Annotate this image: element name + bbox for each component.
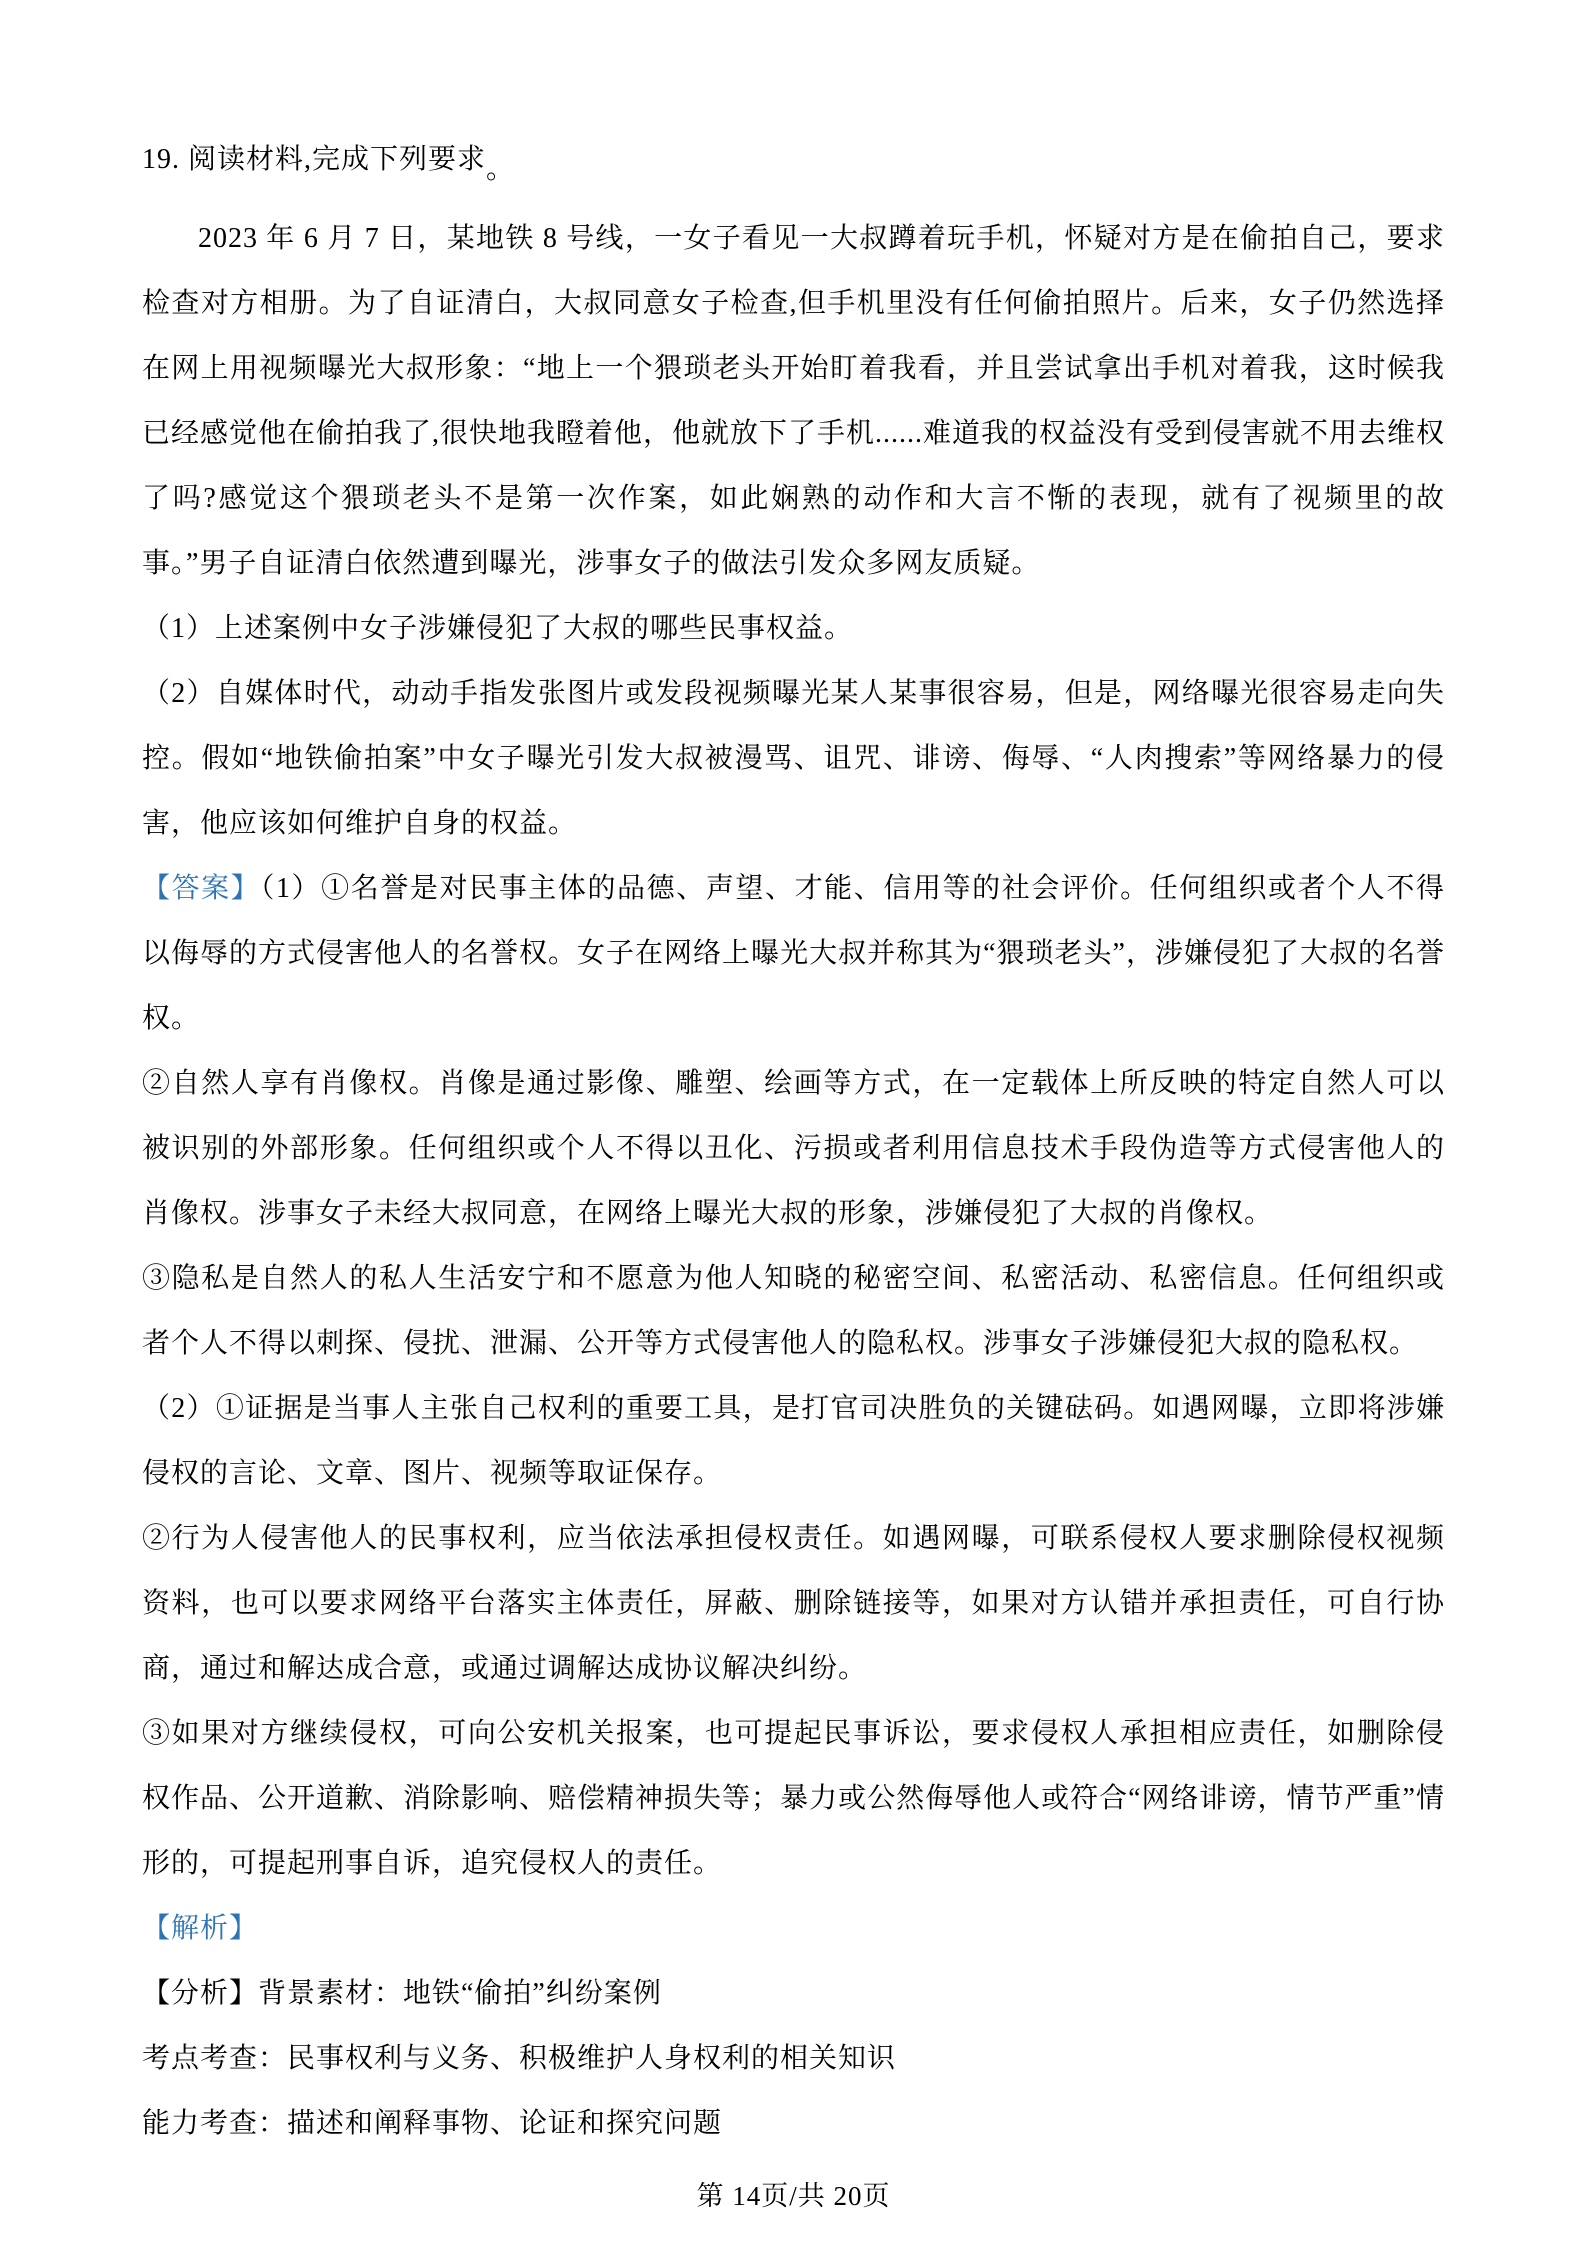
material-paragraph: 2023 年 6 月 7 日，某地铁 8 号线，一女子看见一大叔蹲着玩手机，怀疑对方是在偷拍自己，要求检查对方相册。为了自证清白，大叔同意女子检查,但手机里没有任何偷拍照片。后来，女子仍然选择在网上用视频曝光大叔形象：“地上一个猥琐老头开始盯着我看，并且尝试拿出手机对着我，这时候我已经感觉他在偷拍我了,很快地我瞪着他，他就放下了手机......难道我的权益没有受到侵害就不用去维权了吗?感觉这个猥琐老头不是第一次作案，如此娴熟的动作和大言不惭的表现，就有了视频里的故事。”男子自证清白依然遭到曝光，涉事女子的做法引发众多网友质疑。 [142,223,1446,579]
answer-paragraph-1-text: （1）①名誉是对民事主体的品德、声望、才能、信用等的社会评价。任何组织或者个人不得以侮辱的方式侵害他人的名誉权。女子在网络上曝光大叔并称其为“猥琐老头”，涉嫌侵犯了大叔的名誉权。 [142,873,1445,1034]
answer-paragraph-2: ②自然人享有肖像权。肖像是通过影像、雕塑、绘画等方式，在一定载体上所反映的特定自然人可以被识别的外部形象。任何组织或个人不得以丑化、污损或者利用信息技术手段伪造等方式侵害他人的肖像权。涉事女子未经大叔同意，在网络上曝光大叔的形象，涉嫌侵犯了大叔的肖像权。 [142,1068,1445,1229]
analysis-background-material: 【分析】背景素材：地铁“偷拍”纠纷案例 [142,1978,662,2009]
question-heading-period: 。 [486,154,516,185]
question-heading-text: 19. 阅读材料,完成下列要求 [142,144,487,175]
answer-paragraph-5: ②行为人侵害他人的民事权利，应当依法承担侵权责任。如遇网曝，可联系侵权人要求删除侵权视频资料，也可以要求网络平台落实主体责任，屏蔽、删除链接等，如果对方认错并承担责任，可自行协商，通过和解达成合意，或通过调解达成协议解决纠纷。 [142,1523,1445,1684]
answer-paragraph-4: （2）①证据是当事人主张自己权利的重要工具，是打官司决胜负的关键砝码。如遇网曝，立即将涉嫌侵权的言论、文章、图片、视频等取证保存。 [142,1393,1445,1489]
question-1: （1）上述案例中女子涉嫌侵犯了大叔的哪些民事权益。 [142,613,854,644]
question-2: （2）自媒体时代，动动手指发张图片或发段视频曝光某人某事很容易，但是，网络曝光很容易走向失控。假如“地铁偷拍案”中女子曝光引发大叔被漫骂、诅咒、诽谤、侮辱、“人肉搜索”等网络暴力的侵害，他应该如何维护自身的权益。 [142,678,1445,839]
analysis-label: 【解析】 [142,1913,259,1944]
answer-label: 【答案】 [142,873,261,904]
answer-paragraph-1 [142,856,1445,1051]
answer-paragraph-3: ③隐私是自然人的私人生活安宁和不愿意为他人知晓的秘密空间、私密活动、私密信息。任何组织或者个人不得以刺探、侵扰、泄漏、公开等方式侵害他人的隐私权。涉事女子涉嫌侵犯大叔的隐私权。 [142,1263,1445,1359]
page-footer: 第 14页/共 20页 [696,2181,891,2211]
analysis-exam-points: 考点考查：民事权利与义务、积极维护人身权利的相关知识 [142,2043,897,2074]
analysis-ability-points: 能力考查：描述和阐释事物、论证和探究问题 [142,2108,723,2139]
answer-paragraph-6: ③如果对方继续侵权，可向公安机关报案，也可提起民事诉讼，要求侵权人承担相应责任，如删除侵权作品、公开道歉、消除影响、赔偿精神损失等；暴力或公然侮辱他人或符合“网络诽谤，情节严重”情形的，可提起刑事自诉，追究侵权人的责任。 [142,1718,1445,1879]
question-heading [142,127,1445,192]
